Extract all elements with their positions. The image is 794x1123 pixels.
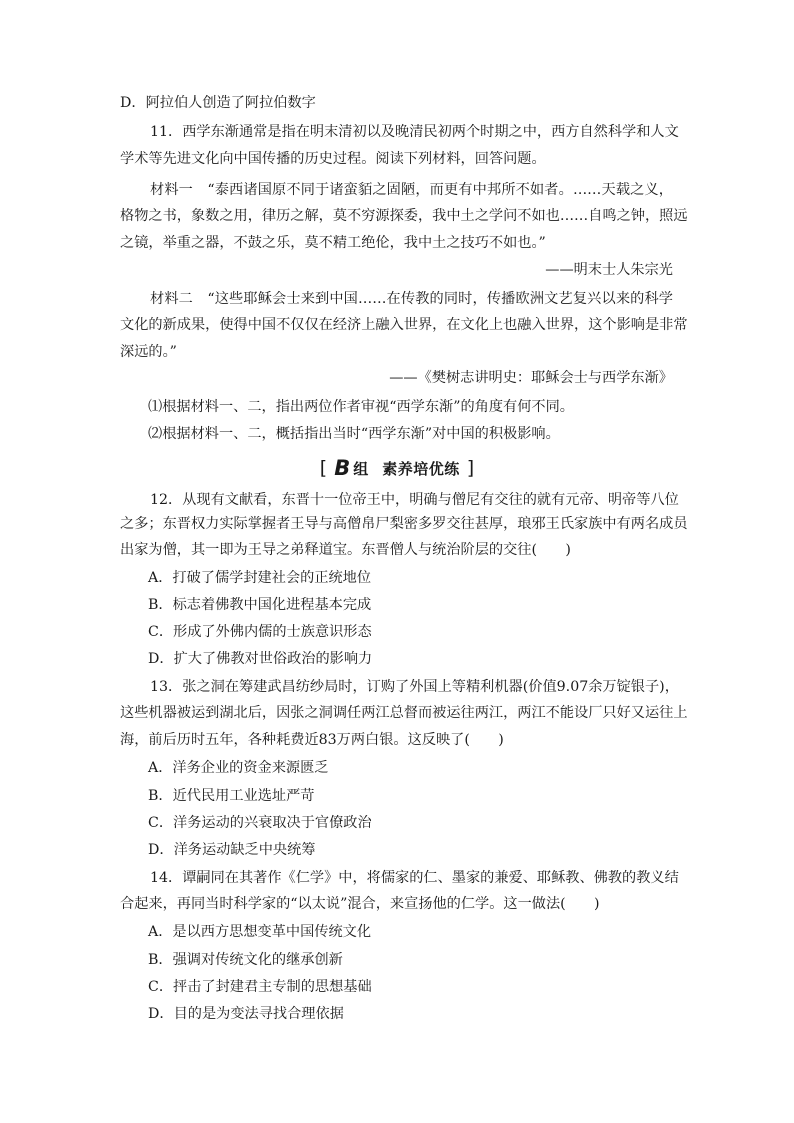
q14-option-d: D．目的是为变法寻找合理依据 [148, 1006, 344, 1022]
q13-stem-line: 海，前后历时五年，各种耗费近83万两白银。这反映了( ) [120, 732, 504, 748]
q13-option-c: C．洋务运动的兴衰取决于官僚政治 [148, 815, 372, 831]
q14-stem-line: 14．谭嗣同在其著作《仁学》中，将儒家的仁、墨家的兼爱、耶稣教、佛教的教义结 [150, 870, 679, 886]
q13-option-d: D．洋务运动缺乏中央统筹 [148, 842, 316, 858]
section-title: 素养培优练 [382, 459, 460, 478]
section-close-bracket: ] [466, 457, 475, 479]
section-banner [0, 456, 794, 480]
q11-stem-line: 11．西学东渐通常是指在明末清初以及晚清民初两个时期之中，西方自然科学和人文 [150, 124, 679, 140]
q14-option-c: C．抨击了封建君主专制的思想基础 [148, 979, 372, 995]
q11-material1-line: 格物之书，象数之用，律历之解，莫不穷源探委，我中土之学问不如也……自鸣之钟，照远 [120, 208, 688, 224]
q13-stem-line: 13．张之洞在筹建武昌纺纱局时，订购了外国上等精利机器(价值9.07余万锭银子)， [150, 679, 679, 695]
q14-option-b: B．强调对传统文化的继承创新 [148, 952, 343, 968]
q11-material2-line: 文化的新成果，使得中国不仅仅在经济上融入世界，在文化上也融入世界，这个影响是非常 [120, 317, 688, 333]
q11-material1-source: ——明末士人朱宗光 [545, 262, 673, 278]
q11-subquestion-2: ⑵根据材料一、二，概括指出当时“西学东渐”对中国的积极影响。 [148, 426, 560, 442]
q11-material1-line: 之镜，举重之器，不鼓之乐，莫不精工绝伦，我中土之技巧不如也。” [120, 235, 546, 251]
q12-option-b: B．标志着佛教中国化进程基本完成 [148, 597, 372, 613]
q13-option-a: A．洋务企业的资金来源匮乏 [148, 760, 329, 776]
q12-option-a: A．打破了儒学封建社会的正统地位 [148, 570, 372, 586]
q12-stem-line: 之多；东晋权力实际掌握者王导与高僧帛尸梨密多罗交往甚厚，琅邪王氏家族中有两名成员 [120, 516, 688, 532]
q11-material2-line: 深远的。” [120, 344, 177, 360]
section-group-label: 组 [353, 459, 369, 478]
q12-stem-line: 出家为僧，其一即为王导之弟释道宝。东晋僧人与统治阶层的交往( ) [120, 542, 571, 558]
q11-subquestion-1: ⑴根据材料一、二，指出两位作者审视“西学东渐”的角度有何不同。 [148, 399, 574, 415]
q11-material2-line: 材料二 “这些耶稣会士来到中国……在传教的同时，传播欧洲文艺复兴以来的科学 [150, 291, 673, 307]
q12-option-d: D．扩大了佛教对世俗政治的影响力 [148, 651, 373, 667]
q12-option-c: C．形成了外佛内儒的士族意识形态 [148, 624, 372, 640]
q11-material1-line: 材料一 “泰西诸国原不同于诸蛮貊之固陋，而更有中邦所不如者。……天载之义， [150, 182, 673, 198]
q13-option-b: B．近代民用工业选址严苛 [148, 788, 315, 804]
q14-option-a: A．是以西方思想变革中国传统文化 [148, 924, 372, 940]
section-b-mark: B [334, 456, 351, 480]
q13-stem-line: 这些机器被运到湖北后，因张之洞调任两江总督而被运往两江，两江不能设厂只好又运往上 [120, 705, 688, 721]
q12-stem-line: 12．从现有文献看，东晋十一位帝王中，明确与僧尼有交往的就有元帝、明帝等八位 [150, 492, 679, 508]
section-open-bracket: [ [319, 457, 328, 479]
q11-stem-line: 学术等先进文化向中国传播的历史过程。阅读下列材料，回答问题。 [120, 151, 546, 167]
q14-stem-line: 合起来，再同当时科学家的“以太说”混合，来宣扬他的仁学。这一做法( ) [120, 896, 600, 912]
q10-option-d: D．阿拉伯人创造了阿拉伯数字 [120, 95, 316, 111]
q11-material2-source: ——《樊树志讲明史：耶稣会士与西学东渐》 [389, 370, 673, 386]
